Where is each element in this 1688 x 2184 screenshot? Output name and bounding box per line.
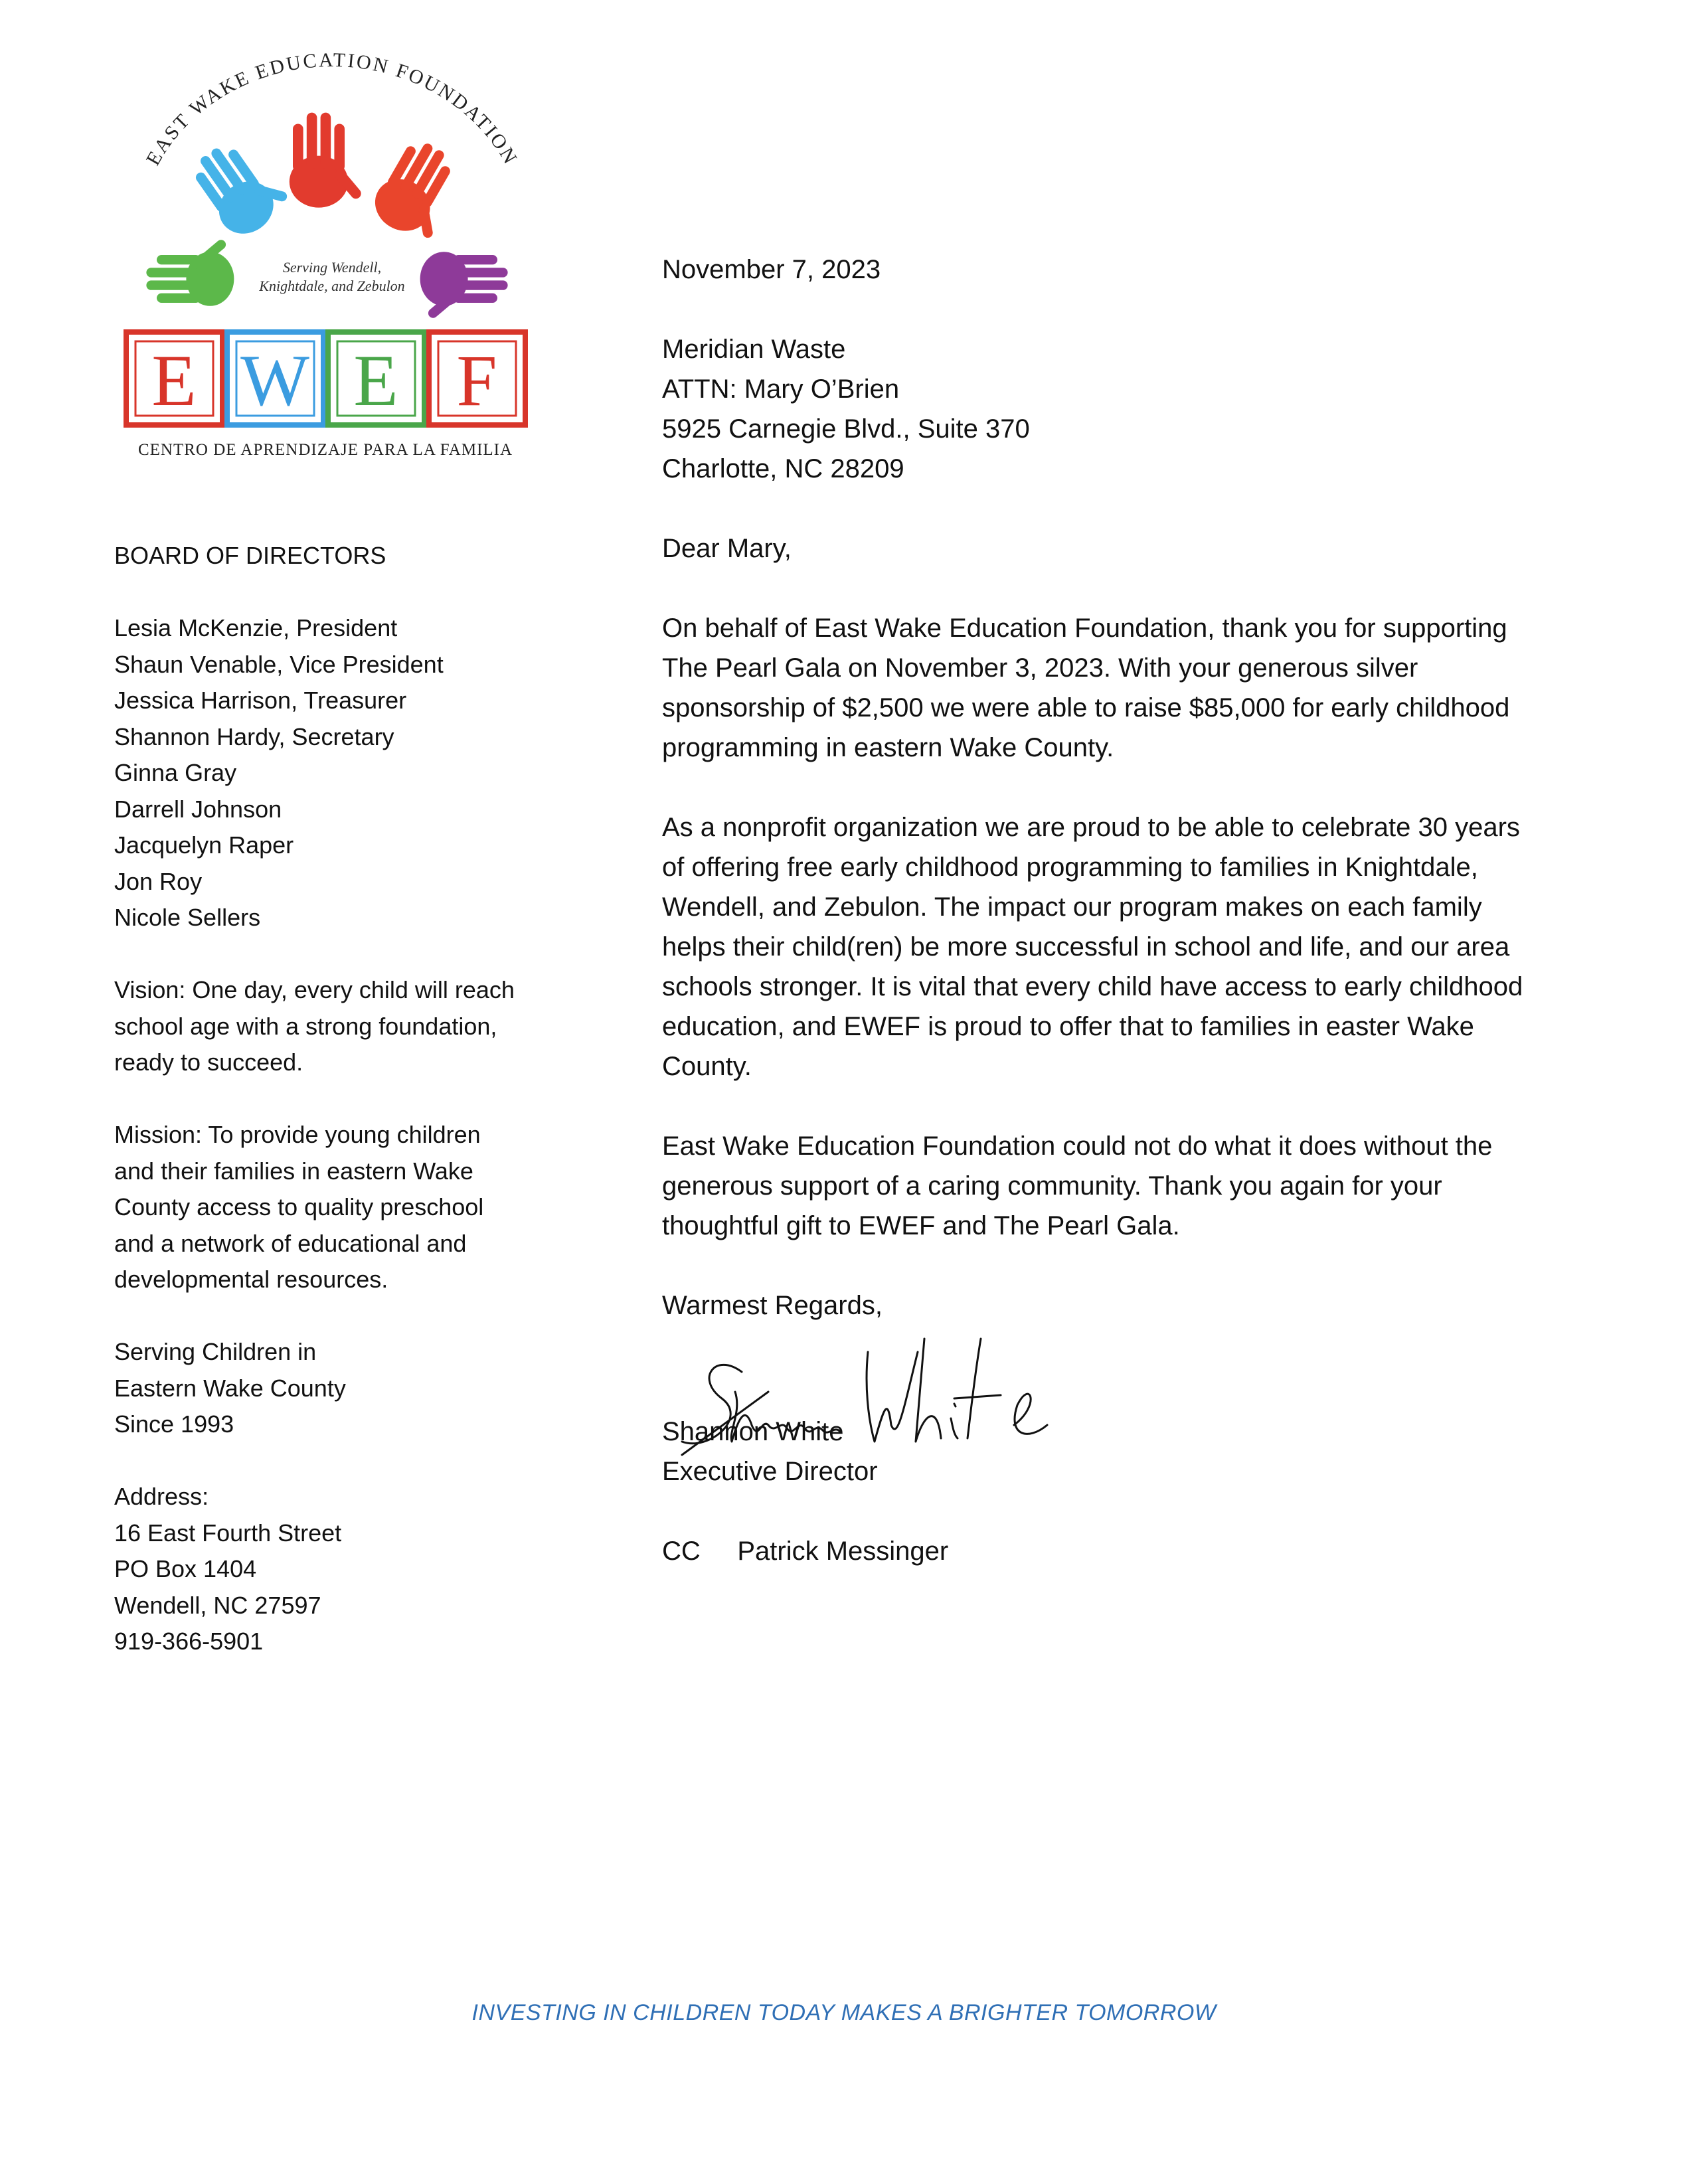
recipient-line: Charlotte, NC 28209 (662, 454, 904, 483)
logo-serving-line-1: Serving Wendell, (282, 259, 382, 276)
salutation-block (662, 529, 1592, 568)
blue-hand-icon (185, 129, 295, 244)
closing: Warmest Regards, (662, 1291, 883, 1320)
recipient-line: ATTN: Mary O’Brien (662, 375, 900, 404)
paragraph-line: Wendell, and Zebulon. The impact our program makes on each family (662, 892, 1482, 922)
address-phone: 919-366-5901 (114, 1628, 264, 1655)
mission-line: developmental resources. (114, 1266, 388, 1293)
address-label: Address: (114, 1483, 209, 1510)
paragraph-3 (662, 1126, 1592, 1246)
serving-statement (114, 1334, 559, 1443)
red-hand-icon (290, 113, 363, 208)
footer-slogan: INVESTING IN CHILDREN TODAY MAKES A BRIGHTER TOMORROW (471, 2000, 1217, 2025)
cc-name: Patrick Messinger (737, 1537, 949, 1566)
logo-tagline: CENTRO DE APRENDIZAJE PARA LA FAMILIA (137, 441, 513, 459)
address-city: Wendell, NC 27597 (114, 1591, 321, 1619)
handwritten-signature (669, 1325, 1067, 1458)
cc-label: CC (662, 1537, 701, 1566)
paragraph-line: generous support of a caring community. Thank you again for your (662, 1171, 1442, 1201)
director-item: Darrell Johnson (114, 795, 282, 823)
cc-line (662, 1531, 1592, 1571)
paragraph-line: sponsorship of $2,500 we were able to raise $85,000 for early childhood (662, 693, 1510, 722)
signature-block (662, 1286, 1592, 1571)
letter-date: November 7, 2023 (662, 255, 881, 284)
paragraph-line: helps their child(ren) be more successful in school and life, and our area (662, 932, 1510, 962)
address-street: 16 East Fourth Street (114, 1519, 342, 1547)
orange-hand-icon (366, 133, 473, 248)
mission-line: Mission: To provide young children (114, 1121, 481, 1148)
director-item: Nicole Sellers (114, 904, 261, 931)
paragraph-line: On behalf of East Wake Education Foundation, thank you for supporting (662, 614, 1507, 643)
logo-block-w: W (240, 340, 309, 421)
director-item: Jon Roy (114, 867, 203, 895)
logo-block-f: F (456, 340, 497, 421)
mission-line: County access to quality preschool (114, 1193, 484, 1220)
director-item: Jessica Harrison, Treasurer (114, 687, 407, 714)
logo-graphic (113, 48, 545, 471)
paragraph-line: County. (662, 1052, 752, 1081)
sidebar (114, 538, 559, 1696)
paragraph-2 (662, 807, 1592, 1086)
logo-letter-blocks (126, 332, 525, 425)
purple-hand-icon (420, 252, 508, 320)
vision-line: ready to succeed. (114, 1049, 303, 1076)
serving-line: Since 1993 (114, 1410, 234, 1438)
ewef-logo (113, 48, 545, 471)
letter-body (662, 250, 1592, 1571)
paragraph-line: of offering free early childhood programming to families in Knightdale, (662, 853, 1478, 882)
director-item: Ginna Gray (114, 759, 237, 786)
logo-serving-line-2: Knightdale, and Zebulon (259, 278, 405, 294)
green-hand-icon (146, 238, 234, 306)
vision-line: school age with a strong foundation, (114, 1012, 497, 1040)
paragraph-line: East Wake Education Foundation could not do what it does without the (662, 1132, 1493, 1161)
mission-line: and a network of educational and (114, 1229, 467, 1257)
serving-line: Serving Children in (114, 1338, 317, 1365)
board-heading: BOARD OF DIRECTORS (114, 542, 386, 569)
address-po-box: PO Box 1404 (114, 1555, 257, 1582)
paragraph-line: The Pearl Gala on November 3, 2023. With your generous silver (662, 653, 1418, 683)
logo-block-e2: E (353, 340, 398, 421)
board-heading-block (114, 538, 559, 574)
recipient-line: 5925 Carnegie Blvd., Suite 370 (662, 414, 1030, 444)
address-block (114, 1479, 559, 1660)
vision-statement (114, 972, 559, 1081)
signer-title: Executive Director (662, 1457, 878, 1486)
paragraph-line: As a nonprofit organization we are proud to be able to celebrate 30 years (662, 813, 1520, 842)
paragraph-line: programming in eastern Wake County. (662, 733, 1114, 762)
paragraph-line: thoughtful gift to EWEF and The Pearl Gala. (662, 1211, 1180, 1240)
serving-line: Eastern Wake County (114, 1374, 346, 1402)
logo-block-e1: E (151, 340, 197, 421)
mission-line: and their families in eastern Wake (114, 1157, 473, 1185)
paragraph-line: schools stronger. It is vital that every child have access to early childhood (662, 972, 1523, 1001)
director-item: Shaun Venable, Vice President (114, 650, 444, 678)
recipient-address (662, 329, 1592, 489)
logo-arc-text: EAST WAKE EDUCATION FOUNDATION (141, 48, 523, 169)
directors-list (114, 610, 559, 936)
paragraph-line: education, and EWEF is proud to offer that to families in easter Wake (662, 1012, 1474, 1041)
director-item: Lesia McKenzie, President (114, 614, 398, 641)
director-item: Shannon Hardy, Secretary (114, 722, 394, 750)
director-item: Jacquelyn Raper (114, 831, 294, 859)
paragraph-1 (662, 608, 1592, 768)
vision-line: Vision: One day, every child will reach (114, 976, 515, 1003)
salutation: Dear Mary, (662, 534, 792, 563)
recipient-line: Meridian Waste (662, 335, 846, 364)
mission-statement (114, 1117, 559, 1298)
signer-name: Shannon White (662, 1417, 844, 1446)
